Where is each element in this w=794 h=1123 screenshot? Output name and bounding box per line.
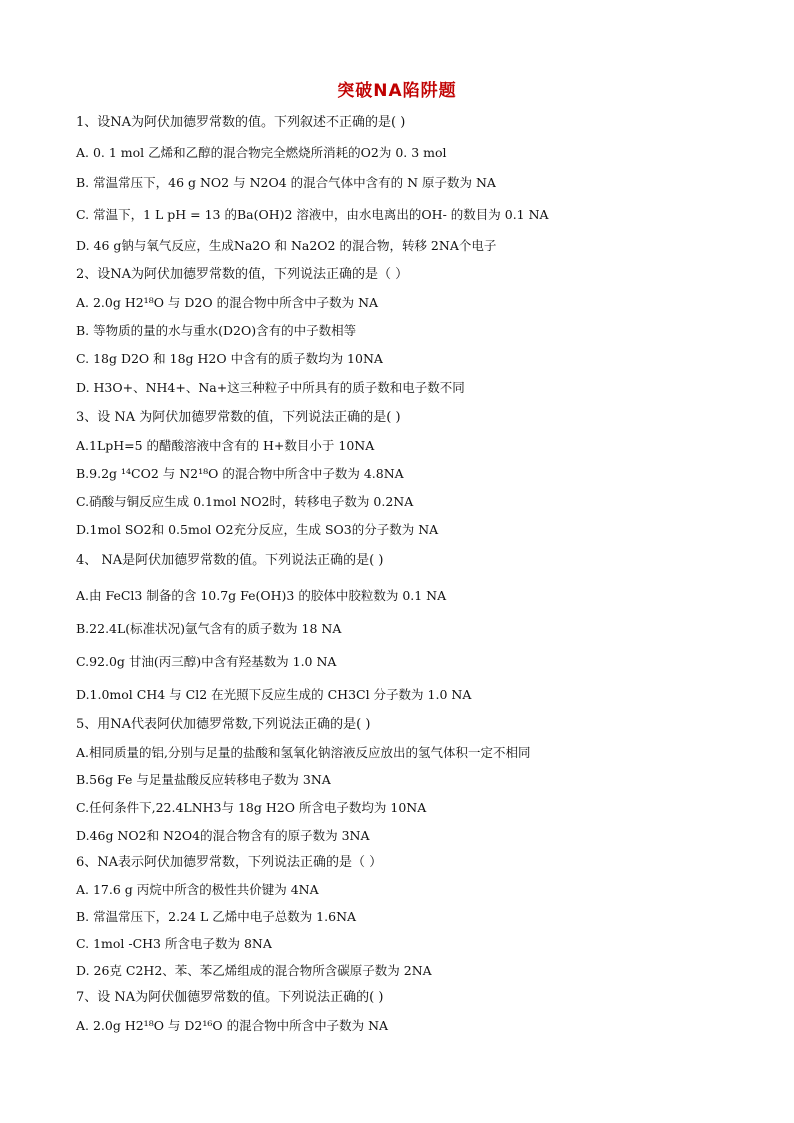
- answer-option: B.56g Fe 与足量盐酸反应转移电子数为 3NA: [76, 772, 331, 787]
- answer-option: D. H3O+、NH4+、Na+这三种粒子中所具有的质子数和电子数不同: [76, 380, 465, 395]
- answer-option: B. 常温常压下，2.24 L 乙烯中电子总数为 1.6NA: [76, 909, 357, 924]
- question-stem: 3、设 NA 为阿伏加德罗常数的值，下列说法正确的是( ): [76, 410, 401, 425]
- answer-option: C.92.0g 甘油(丙三醇)中含有羟基数为 1.0 NA: [76, 654, 337, 669]
- answer-option: C. 常温下，1 L pH = 13 的Ba(OH)2 溶液中，由水电离出的OH- 的数目为 0.1 NA: [76, 207, 549, 222]
- answer-option: A.相同质量的铝,分别与足量的盐酸和氢氧化钠溶液反应放出的氢气体积一定不相同: [76, 745, 531, 760]
- answer-option: D. 26克 C2H2、苯、苯乙烯组成的混合物所含碳原子数为 2NA: [76, 963, 432, 978]
- question-stem: 6、NA表示阿伏加德罗常数，下列说法正确的是（ ）: [76, 855, 383, 870]
- answer-option: D. 46 g钠与氧气反应，生成Na2O 和 Na2O2 的混合物，转移 2NA个电子: [76, 238, 497, 253]
- answer-option: D.46g NO2和 N2O4的混合物含有的原子数为 3NA: [76, 828, 370, 843]
- answer-option: C. 1mol -CH3 所含电子数为 8NA: [76, 936, 272, 951]
- answer-option: D.1.0mol CH4 与 Cl2 在光照下反应生成的 CH3Cl 分子数为 1.0 NA: [76, 687, 472, 702]
- answer-option: B. 等物质的量的水与重水(D2O)含有的中子数相等: [76, 323, 357, 338]
- answer-option: A. 2.0g H2¹⁸O 与 D2¹⁶O 的混合物中所含中子数为 NA: [76, 1018, 389, 1033]
- answer-option: A. 0. 1 mol 乙烯和乙醇的混合物完全燃烧所消耗的O2为 0. 3 mol: [76, 145, 447, 160]
- question-stem: 2、设NA为阿伏加德罗常数的值，下列说法正确的是（ ）: [76, 267, 409, 282]
- answer-option: B.22.4L(标准状况)氩气含有的质子数为 18 NA: [76, 621, 342, 636]
- answer-option: A. 17.6 g 丙烷中所含的极性共价键为 4NA: [76, 882, 319, 897]
- question-stem: 7、设 NA为阿伏伽德罗常数的值。下列说法正确的( ): [76, 990, 384, 1005]
- answer-option: C. 18g D2O 和 18g H2O 中含有的质子数均为 10NA: [76, 351, 383, 366]
- answer-option: A.1LpH=5 的醋酸溶液中含有的 H+数目小于 10NA: [76, 438, 375, 453]
- page-title: 突破NA陷阱题: [337, 81, 457, 101]
- answer-option: A. 2.0g H2¹⁸O 与 D2O 的混合物中所含中子数为 NA: [76, 295, 379, 310]
- question-stem: 5、用NA代表阿伏加德罗常数,下列说法正确的是( ): [76, 717, 371, 732]
- question-stem: 1、设NA为阿伏加德罗常数的值。下列叙述不正确的是( ): [76, 115, 406, 130]
- answer-option: C.任何条件下,22.4LNH3与 18g H2O 所含电子数均为 10NA: [76, 800, 427, 815]
- answer-option: C.硝酸与铜反应生成 0.1mol NO2时，转移电子数为 0.2NA: [76, 494, 414, 509]
- answer-option: D.1mol SO2和 0.5mol O2充分反应，生成 SO3的分子数为 NA: [76, 522, 439, 537]
- answer-option: B. 常温常压下，46 g NO2 与 N2O4 的混合气体中含有的 N 原子数为 NA: [76, 175, 496, 190]
- question-stem: 4、 NA是阿伏加德罗常数的值。下列说法正确的是( ): [76, 553, 384, 568]
- answer-option: A.由 FeCl3 制备的含 10.7g Fe(OH)3 的胶体中胶粒数为 0.1 NA: [76, 588, 447, 603]
- answer-option: B.9.2g ¹⁴CO2 与 N2¹⁸O 的混合物中所含中子数为 4.8NA: [76, 466, 404, 481]
